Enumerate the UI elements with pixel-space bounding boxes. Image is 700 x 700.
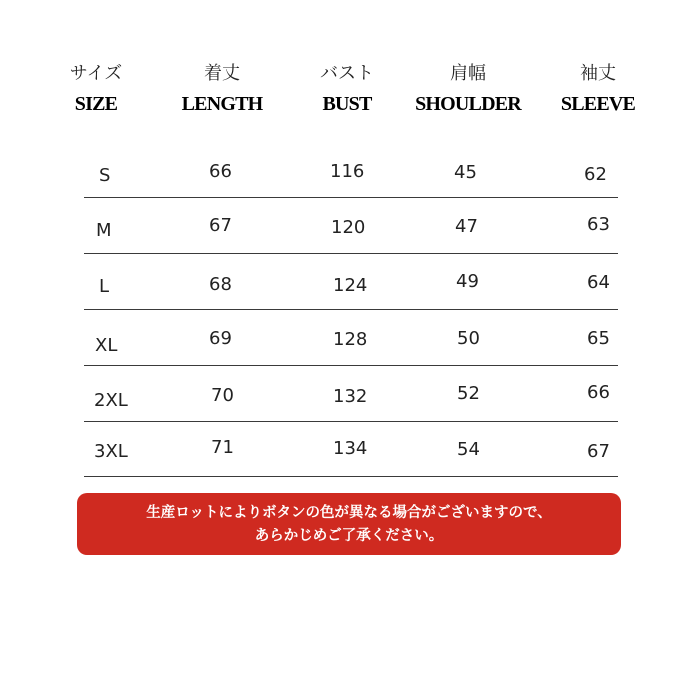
row-divider (84, 309, 618, 310)
cell-shoulder: 45 (454, 162, 477, 183)
row-divider (84, 421, 618, 422)
header-sleeve-en: SLEEVE (560, 93, 636, 115)
header-length-en: LENGTH (181, 93, 263, 115)
row-divider (84, 197, 618, 198)
table-row-2xl (0, 383, 700, 433)
cell-size: L (99, 276, 110, 297)
table-row-s (0, 160, 700, 210)
cell-length: 68 (209, 274, 232, 295)
cell-sleeve: 67 (587, 441, 610, 462)
cell-length: 69 (209, 328, 232, 349)
cell-shoulder: 47 (455, 216, 478, 237)
header-sleeve (528, 62, 668, 116)
cell-bust: 116 (330, 161, 365, 182)
header-shoulder-jp: 肩幅 (450, 63, 486, 84)
cell-sleeve: 63 (587, 214, 610, 235)
table-row-xl (0, 327, 700, 377)
notice-line-1: 生産ロットによりボタンの色が異なる場合がございますので、 (146, 504, 552, 521)
header-shoulder-en: SHOULDER (415, 93, 521, 115)
cell-shoulder: 52 (457, 383, 480, 404)
cell-size: 2XL (94, 390, 128, 411)
cell-bust: 134 (333, 438, 368, 459)
cell-sleeve: 65 (587, 328, 610, 349)
cell-size: XL (95, 335, 118, 356)
row-divider (84, 365, 618, 366)
cell-length: 66 (209, 161, 232, 182)
cell-bust: 132 (333, 386, 368, 407)
header-bust (277, 62, 417, 116)
cell-length: 67 (209, 215, 232, 236)
table-row-3xl (0, 437, 700, 487)
cell-shoulder: 54 (457, 439, 480, 460)
cell-size: S (99, 165, 111, 186)
header-length (152, 62, 292, 116)
cell-bust: 120 (331, 217, 366, 238)
notice-line-2: あらかじめご了承ください。 (254, 527, 444, 544)
table-row-m (0, 215, 700, 265)
cell-bust: 124 (333, 275, 368, 296)
header-size-en: SIZE (74, 93, 118, 115)
cell-shoulder: 50 (457, 328, 480, 349)
cell-sleeve: 64 (587, 272, 610, 293)
cell-sleeve: 66 (587, 382, 610, 403)
cell-size: 3XL (94, 441, 128, 462)
header-bust-jp: バスト (320, 63, 374, 84)
cell-sleeve: 62 (584, 164, 607, 185)
header-size-jp: サイズ (69, 63, 123, 84)
header-length-jp: 着丈 (204, 63, 240, 84)
cell-bust: 128 (333, 329, 368, 350)
table-row-l (0, 271, 700, 321)
cell-shoulder: 49 (456, 271, 479, 292)
notice-banner (77, 493, 621, 555)
cell-size: M (96, 220, 112, 241)
cell-length: 71 (211, 437, 234, 458)
header-size (26, 62, 166, 116)
header-shoulder (398, 62, 538, 116)
row-divider (84, 253, 618, 254)
header-sleeve-jp: 袖丈 (580, 63, 616, 84)
header-bust-en: BUST (322, 93, 372, 115)
row-divider (84, 476, 618, 477)
cell-length: 70 (211, 385, 234, 406)
